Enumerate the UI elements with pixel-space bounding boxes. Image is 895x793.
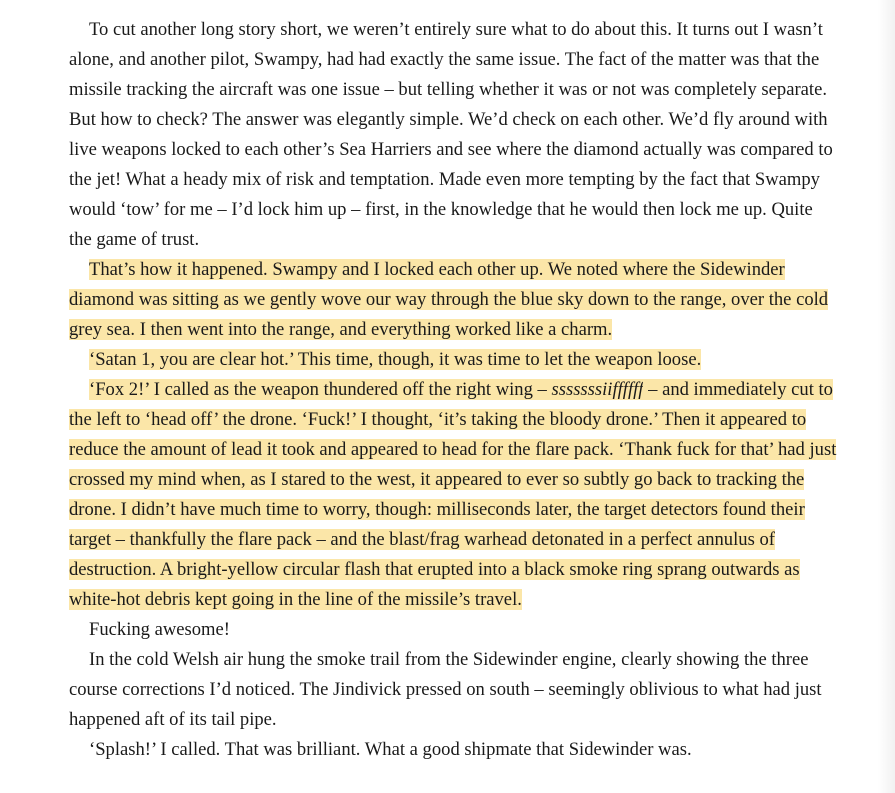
- paragraph: [69, 735, 839, 765]
- page-text: [69, 15, 839, 765]
- highlighted-text[interactable]: – and immediately cut to the left to ‘head off’ the drone. ‘Fuck!’ I thought, ‘it’s taking the bloody drone.’ Then it appeared to reduce the amount of lead it took and appeared to head for the flare pack. ‘Thank fuck for that’ had just crossed my mind when, as I stared to the west, it appeared to ever so subtly go back to tracking the drone. I didn’t have much time to worry, though: milliseconds later, the target detectors found their target – thankfully the flare pack – and the blast/frag warhead detonated in a perfect annulus of destruction. A bright-yellow circular flash that erupted into a black smoke ring sprang outwards as white-hot debris kept going in the line of the missile’s travel.: [69, 379, 837, 610]
- paragraph: [69, 345, 839, 375]
- text-segment[interactable]: In the cold Welsh air hung the smoke trail from the Sidewinder engine, clearly showing the three course corrections I’d noticed. The Jindivick pressed on south – seemingly oblivious to what had just happened aft of its tail pipe.: [69, 649, 822, 730]
- text-segment[interactable]: Fucking awesome!: [89, 619, 230, 640]
- paragraph: [69, 375, 839, 615]
- paragraph: [69, 615, 839, 645]
- text-segment[interactable]: ‘Splash!’ I called. That was brilliant. What a good shipmate that Sidewinder was.: [89, 739, 692, 760]
- paragraph: [69, 255, 839, 345]
- highlighted-text-italic[interactable]: sssssssiiffffff: [551, 379, 644, 400]
- highlighted-text[interactable]: ‘Satan 1, you are clear hot.’ This time, though, it was time to let the weapon loose.: [89, 349, 702, 370]
- highlighted-text[interactable]: ‘Fox 2!’ I called as the weapon thundered off the right wing –: [89, 379, 552, 400]
- highlighted-text[interactable]: That’s how it happened. Swampy and I locked each other up. We noted where the Sidewinder diamond was sitting as we gently wove our way through the blue sky down to the range, over the cold grey sea. I then went into the range, and everything worked like a charm.: [69, 259, 829, 340]
- paragraph: [69, 645, 839, 735]
- text-segment[interactable]: To cut another long story short, we weren’t entirely sure what to do about this. It turns out I wasn’t alone, and another pilot, Swampy, had had exactly the same issue. The fact of the matter was that the missile tracking the aircraft was one issue – but telling whether it was or not was completely separate. But how to check? The answer was elegantly simple. We’d check on each other. We’d fly around with live weapons locked to each other’s Sea Harriers and see where the diamond actually was compared to the jet! What a heady mix of risk and temptation. Made even more tempting by the fact that Swampy would ‘tow’ for me – I’d lock him up – first, in the knowledge that he would then lock me up. Quite the game of trust.: [69, 19, 833, 250]
- paragraph: [69, 15, 839, 255]
